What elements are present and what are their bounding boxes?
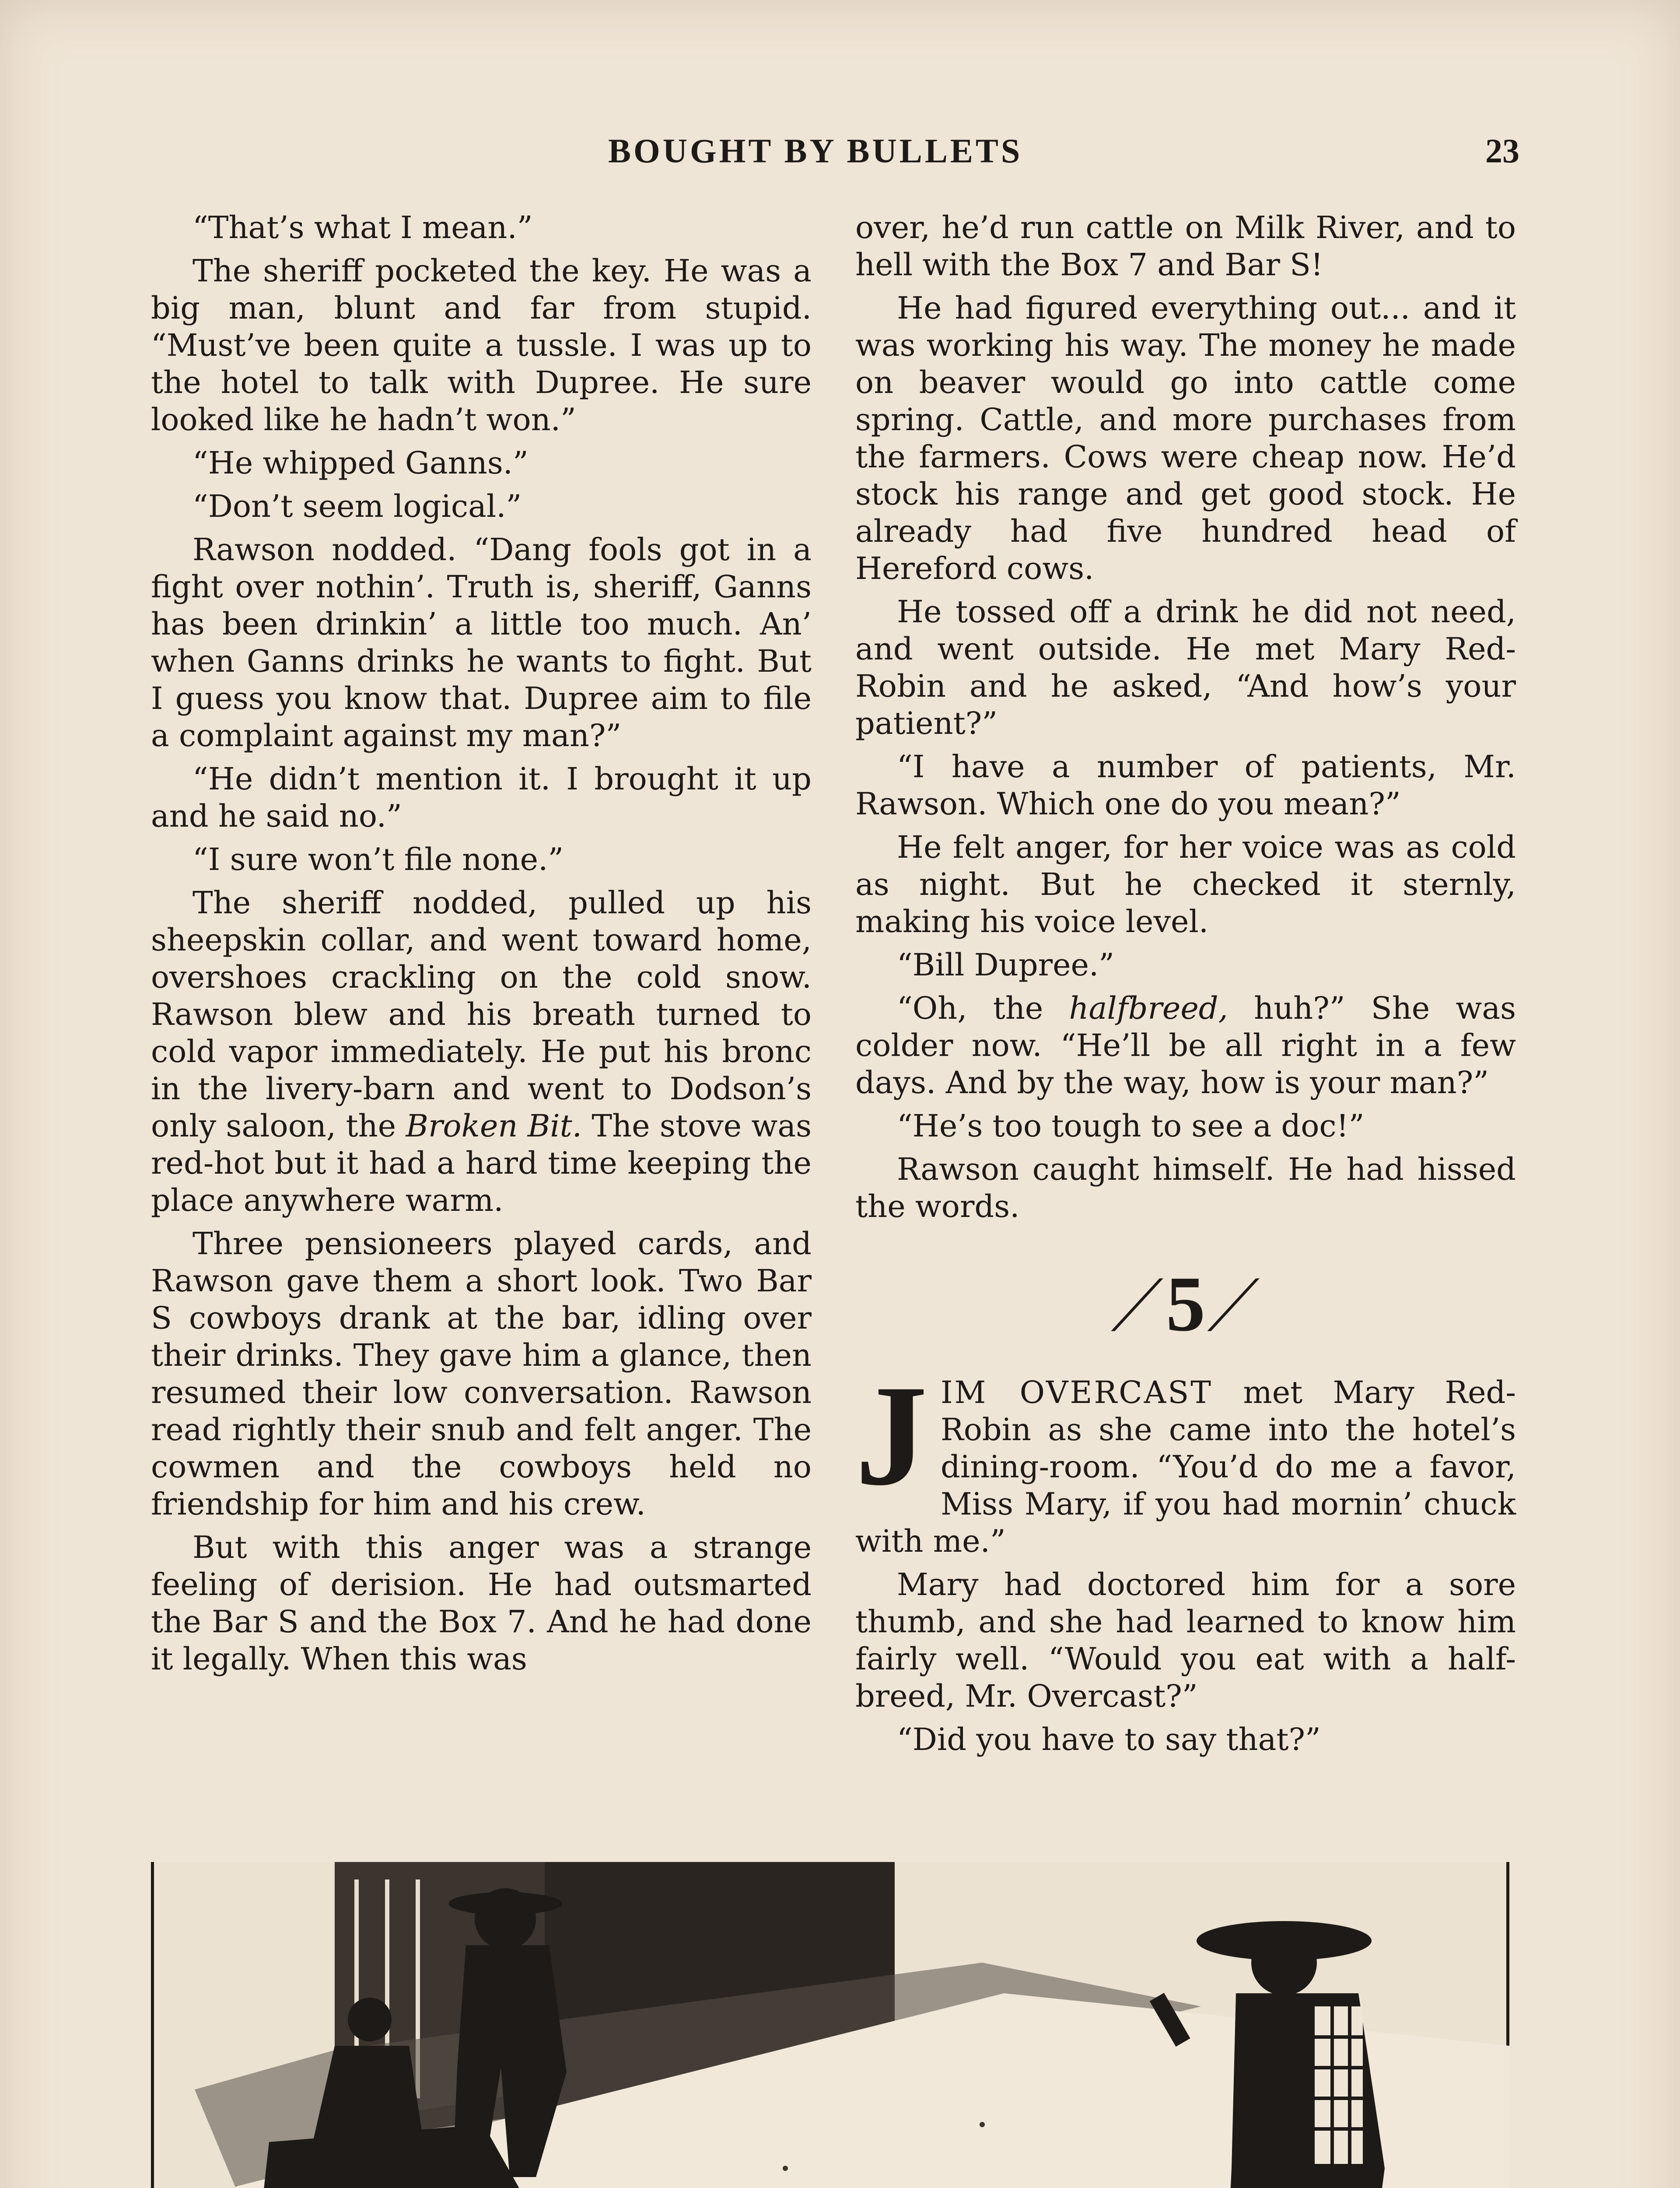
running-title: BOUGHT BY BULLETS [608, 132, 1023, 170]
paragraph: “I sure won’t file none.” [192, 842, 564, 877]
text-run: The stove was red-hot but it had a hard time keeping the place anywhere warm. [151, 1108, 812, 1218]
paragraph: “He whipped Ganns.” [192, 445, 528, 481]
small-caps-name: IM OVERCAST [941, 1375, 1213, 1410]
paragraph: “I have a number of patients, Mr. Rawson. Which one do you mean?” [855, 749, 1516, 822]
paragraph: “Did you have to say that?” [897, 1722, 1321, 1757]
flourish-right-icon: / [1197, 1260, 1270, 1347]
chapter-number: 5 [1166, 1260, 1205, 1347]
flourish-left-icon: / [1101, 1260, 1174, 1347]
paragraph: Mary had doctored him for a sore thumb, and she had learned to know him fairly well. “Would you eat with a half-breed, Mr. Overcast?” [855, 1567, 1516, 1714]
paragraph: over, he’d run cattle on Milk River, and to hell with the Box 7 and Bar S! [855, 210, 1516, 283]
paragraph: Rawson caught himself. He had hissed the words. [855, 1151, 1516, 1224]
text-run: met Mary Red-Robin as she came into the hotel’s dining-room. “You’d do me a favor, Miss Mary, if you had mornin’ chuck with me.” [855, 1375, 1516, 1559]
paragraph: “That’s what I mean.” [192, 210, 533, 245]
text-run: huh?” She was colder now. “He’ll be all right in a few days. And by the way, how is your man?” [855, 990, 1516, 1101]
paragraph: Three pensioneers played cards, and Rawson gave them a short look. Two Bar S cowboys drank at the bar, idling over their drinks. They gave him a glance, then resumed their low conversation. Rawson read rightly their snub and felt anger. The cowmen and the cowboys held no friendship for him and his crew. [151, 1226, 812, 1522]
paragraph [855, 1356, 1516, 1560]
saloon-name: Broken Bit. [406, 1108, 582, 1144]
right-text-column [855, 209, 1516, 1764]
emphasis: halfbreed, [1069, 990, 1228, 1026]
street-scene-illustration [151, 1862, 1509, 2188]
paragraph: He had figured everything out... and it was working his way. The money he made on beaver would go into cattle come spring. Cattle, and more purchases from the farmers. Cows were cheap now. He’d stock his range and get good stock. He already had five hundred head of Hereford cows. [855, 290, 1516, 586]
paragraph: The sheriff pocketed the key. He was a big man, blunt and far from stupid. “Must’ve been quite a tussle. I was up to the hotel to talk with Dupree. He sure looked like he hadn’t won.” [151, 253, 812, 438]
paragraph: “He didn’t mention it. I brought it up and he said no.” [151, 761, 812, 834]
paragraph: “Don’t seem logical.” [192, 488, 522, 524]
drop-cap: J [855, 1356, 928, 1515]
paragraph: He tossed off a drink he did not need, and went outside. He met Mary Red-Robin and he asked, “And how’s your patient?” [855, 594, 1516, 741]
left-text-column [151, 209, 812, 1684]
paragraph [855, 990, 1516, 1101]
paragraph: He felt anger, for her voice was as cold as night. But he checked it sternly, making his voice level. [855, 829, 1516, 940]
paragraph: But with this anger was a strange feeling of derision. He had outsmarted the Bar S and the Box 7. And he had done it legally. When this was [151, 1529, 812, 1677]
chapter-heading [855, 1260, 1516, 1347]
paragraph: “He’s too tough to see a doc!” [897, 1108, 1365, 1144]
paragraph: Rawson nodded. “Dang fools got in a fight over nothin’. Truth is, sheriff, Ganns has been drinkin’ a little too much. An’ when Ganns drinks he wants to fight. But I guess you know that. Dupree aim to file a complaint against my man?” [151, 532, 812, 754]
chapter-opening [855, 1356, 1516, 1560]
paragraph: “Bill Dupree.” [897, 947, 1115, 983]
text-run: The sheriff nodded, pulled up his sheepskin collar, and went toward home, overshoes crackling on the cold snow. Rawson blew and his breath turned to cold vapor immediately. He put his bronc in the livery-barn and went to Dodson’s only saloon, the [151, 885, 812, 1144]
text-run: “Oh, the [897, 990, 1069, 1026]
paragraph [151, 884, 812, 1219]
page-number: 23 [1485, 132, 1519, 170]
